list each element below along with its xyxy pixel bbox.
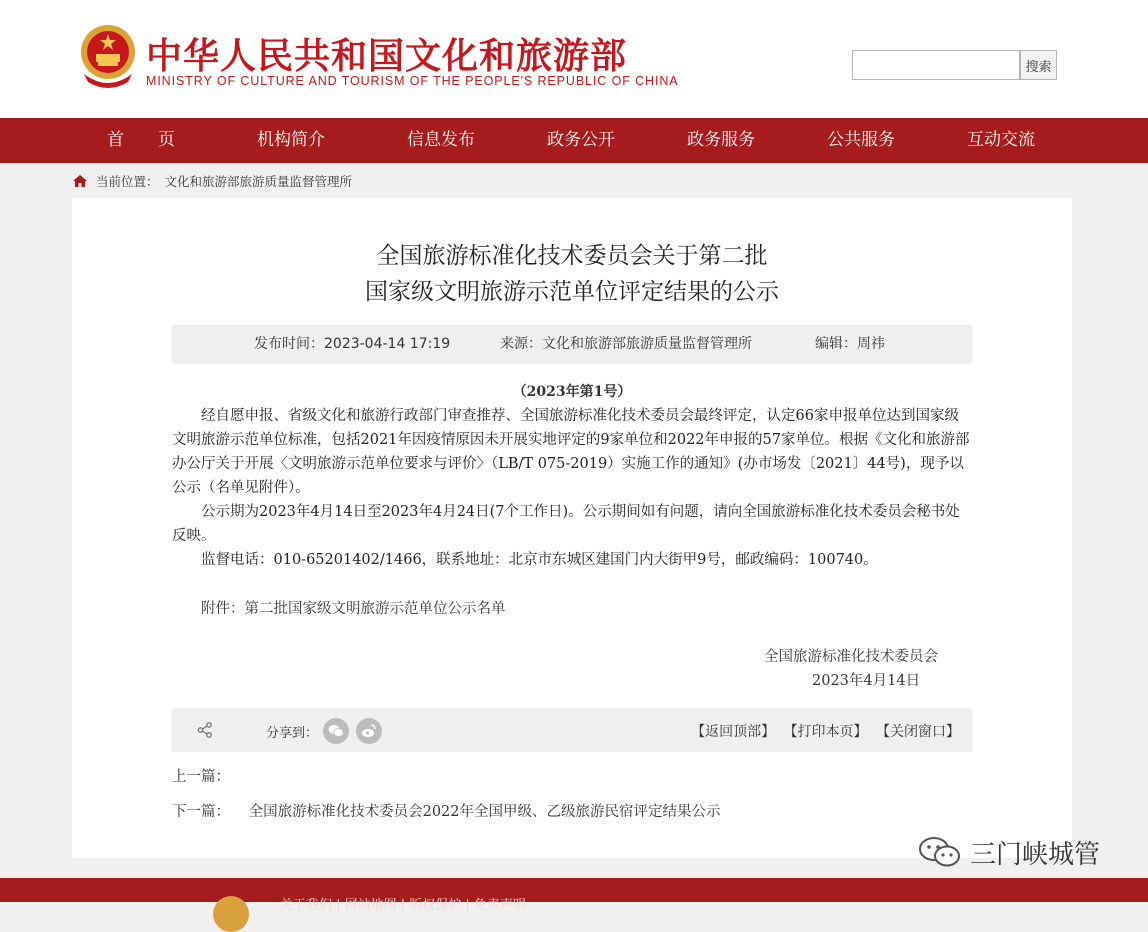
wechat-icon bbox=[918, 834, 962, 870]
article-body bbox=[172, 404, 972, 572]
weibo-share-button[interactable] bbox=[356, 718, 382, 744]
wechat-icon bbox=[327, 722, 345, 740]
page-actions bbox=[687, 721, 960, 741]
national-emblem-icon bbox=[78, 22, 138, 88]
document-number: （2023年第1号） bbox=[512, 384, 632, 400]
article-meta-bar bbox=[172, 325, 972, 364]
watermark-text: 三门峡城管 bbox=[970, 839, 1101, 870]
signature-organization: 全国旅游标准化技术委员会 bbox=[764, 649, 938, 665]
share-bar bbox=[172, 708, 972, 752]
body-paragraph: 监督电话：010-65201402/1466，联系地址：北京市东城区建国门内大街甲9号，邮政编码：100740。 bbox=[201, 552, 878, 568]
body-paragraph: 公示期为2023年4月14日至2023年4月24日(7个工作日)。公示期间如有问题，请向全国旅游标准化技术委员会秘书处反映。 bbox=[172, 504, 960, 544]
signature-date: 2023年4月14日 bbox=[812, 673, 921, 689]
main-nav bbox=[0, 118, 1148, 163]
search-input[interactable] bbox=[852, 50, 1020, 80]
next-label: 下一篇： bbox=[172, 804, 230, 820]
nav-item-about[interactable]: 机构简介 bbox=[257, 130, 325, 150]
site-header bbox=[0, 0, 1148, 118]
article-title bbox=[72, 238, 1072, 310]
close-window-link[interactable]: 【关闭窗口】 bbox=[876, 724, 960, 740]
article-source: 来源：文化和旅游部旅游质量监督管理所 bbox=[500, 336, 752, 352]
nav-item-gov-service[interactable]: 政务服务 bbox=[687, 130, 755, 150]
watermark bbox=[918, 832, 1100, 872]
attachment-link[interactable]: 附件：第二批国家级文明旅游示范单位公示名单 bbox=[201, 601, 506, 617]
breadcrumb bbox=[72, 170, 352, 192]
breadcrumb-link[interactable]: 文化和旅游部旅游质量监督管理所 bbox=[164, 174, 353, 189]
nav-item-news[interactable]: 信息发布 bbox=[407, 130, 475, 150]
article-card bbox=[72, 198, 1072, 858]
article-title-line2: 国家级文明旅游示范单位评定结果的公示 bbox=[365, 279, 779, 305]
publish-time: 发布时间：2023-04-14 17:19 bbox=[254, 336, 451, 352]
next-article bbox=[172, 800, 721, 821]
previous-article bbox=[172, 765, 244, 786]
breadcrumb-label: 当前位置： bbox=[96, 174, 159, 189]
footer-emblem-icon bbox=[213, 896, 249, 932]
article-title-line1: 全国旅游标准化技术委员会关于第二批 bbox=[376, 243, 768, 269]
site-subtitle: MINISTRY OF CULTURE AND TOURISM OF THE PEOPLE'S REPUBLIC OF CHINA bbox=[146, 74, 679, 88]
next-article-link[interactable]: 全国旅游标准化技术委员会2022年全国甲级、乙级旅游民宿评定结果公示 bbox=[248, 804, 721, 820]
site-footer bbox=[0, 878, 1148, 913]
nav-item-interaction[interactable]: 互动交流 bbox=[967, 130, 1035, 150]
footer-links[interactable]: 关于我们 | 网站地图 | 版权保护 | 免责声明 bbox=[280, 898, 526, 913]
nav-item-home[interactable]: 首 页 bbox=[107, 130, 175, 150]
search-button[interactable]: 搜索 bbox=[1020, 50, 1057, 80]
nav-item-public-service[interactable]: 公共服务 bbox=[827, 130, 895, 150]
share-icon[interactable] bbox=[196, 721, 214, 739]
article-editor: 编辑：周祎 bbox=[815, 336, 885, 352]
print-page-link[interactable]: 【打印本页】 bbox=[783, 724, 868, 740]
previous-label: 上一篇： bbox=[172, 769, 230, 785]
weibo-icon bbox=[360, 722, 378, 740]
share-label: 分享到： bbox=[266, 726, 319, 741]
body-paragraph: 经自愿申报、省级文化和旅游行政部门审查推荐、全国旅游标准化技术委员会最终评定，认定66家申报单位达到国家级文明旅游示范单位标准，包括2021年因疫情原因未开展实地评定的9家单位和2022年申报的57家单位。根据《文化和旅游部办公厅关于开展〈文明旅游示范单位要求与评价〉（LB/T 075-2019）实施工作的通知》(办市场发〔2021〕44号)，现予以公示（名单见附件）。 bbox=[172, 408, 970, 496]
site-title: 中华人民共和国文化和旅游部 bbox=[146, 35, 628, 77]
home-icon bbox=[72, 174, 88, 188]
back-to-top-link[interactable]: 【返回顶部】 bbox=[691, 724, 776, 740]
wechat-share-button[interactable] bbox=[323, 718, 349, 744]
nav-item-gov-info[interactable]: 政务公开 bbox=[547, 130, 615, 150]
